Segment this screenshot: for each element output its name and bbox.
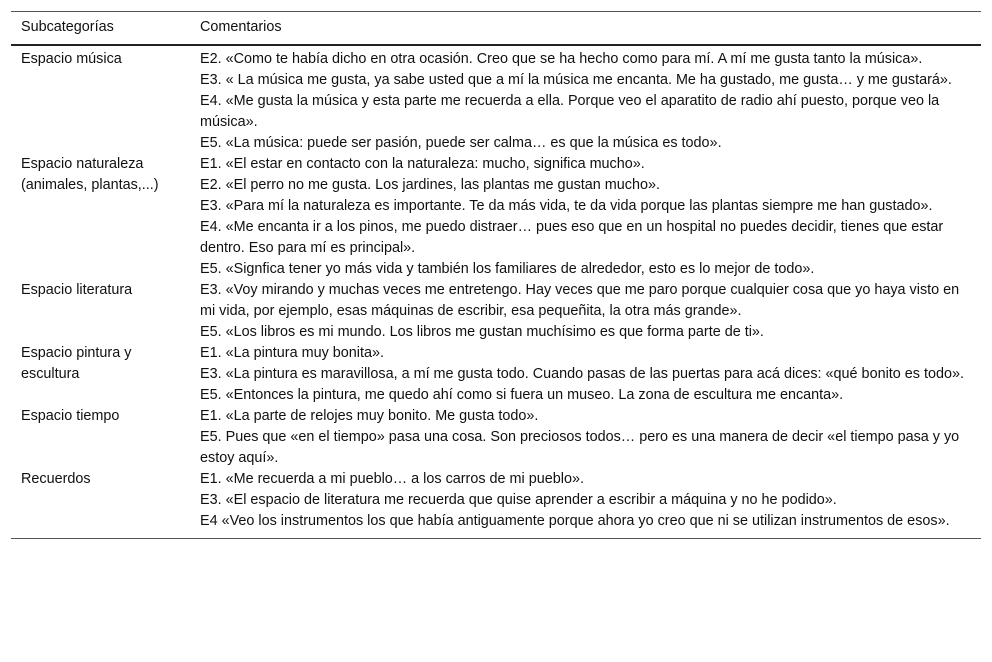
comments-cell — [190, 469, 981, 539]
header-row — [11, 12, 981, 46]
header-comentarios: Comentarios — [190, 12, 981, 46]
table-container — [11, 11, 981, 539]
comments-cell — [190, 154, 981, 280]
comment-line: E1. «El estar en contacto con la naturaleza: mucho, significa mucho». — [200, 156, 645, 172]
subcategory-cell: Espacio literatura — [21, 282, 133, 298]
comments-cell — [190, 45, 981, 154]
subcategory-cell: Recuerdos — [11, 469, 190, 539]
comment-line: E5. «Entonces la pintura, me quedo ahí como si fuera un museo. La zona de escultura me encanta». — [200, 387, 844, 403]
comment-line: E3. «La pintura es maravillosa, a mí me gusta todo. Cuando pasas de las puertas para acá dices: «qué bonito es todo». — [200, 366, 964, 382]
table-row — [11, 469, 981, 539]
comments-cell — [190, 343, 981, 406]
comment-line: E4. «Me encanta ir a los pinos, me puedo distraer… pues eso que en un hospital no puedes decidir, tienes que estar dentro. Eso para mí es principal». — [200, 219, 944, 256]
subcategory-cell: Espacio música — [21, 51, 122, 67]
subcategory-cell: Espacio pintura y escultura — [21, 345, 132, 382]
header-subcategorias: Subcategorías — [11, 12, 190, 46]
comment-line: E5. «La música: puede ser pasión, puede ser calma… es que la música es todo». — [200, 135, 722, 151]
subcategory-cell: Espacio tiempo — [21, 408, 120, 424]
comment-line: E2. «El perro no me gusta. Los jardines, las plantas me gustan mucho». — [200, 177, 660, 193]
comment-line: E5. «Los libros es mi mundo. Los libros me gustan muchísimo es que forma parte de ti». — [200, 324, 764, 340]
comments-cell — [190, 280, 981, 343]
comment-line: E3. « La música me gusta, ya sabe usted que a mí la música me encanta. Me ha gustado, me gusta… y me gustará». — [200, 72, 952, 88]
comment-line: E4. «Me gusta la música y esta parte me recuerda a ella. Porque veo el aparatito de radio ahí puesto, porque veo la música». — [200, 93, 940, 130]
comment-line: E5. Pues que «en el tiempo» pasa una cosa. Son preciosos todos… pero es una manera de decir «el tiempo pasa y yo estoy aquí». — [200, 429, 960, 466]
comment-line: E2. «Como te había dicho en otra ocasión. Creo que se ha hecho como para mí. A mí me gusta tanto la música». — [200, 51, 923, 67]
table-row — [11, 45, 981, 154]
comments-table — [11, 11, 981, 539]
comment-line: E1. «Me recuerda a mi pueblo… a los carros de mi pueblo». — [200, 471, 584, 487]
comment-line: E3. «Voy mirando y muchas veces me entretengo. Hay veces que me paro porque cualquier cosa que yo haya visto en mi vida, por ejemplo, esas máquinas de escribir, esa pequeñita, la otra más grande». — [200, 282, 960, 319]
table-row — [11, 280, 981, 343]
table-row — [11, 154, 981, 280]
comment-line: E3. «El espacio de literatura me recuerda que quise aprender a escribir a máquina y no he podido». — [200, 492, 837, 508]
table-row — [11, 406, 981, 469]
comment-line: E1. «La pintura muy bonita». — [200, 345, 385, 361]
comment-line: E4 «Veo los instrumentos los que había antiguamente porque ahora yo creo que ni se utilizan instrumentos de esos». — [200, 513, 950, 529]
comment-line: E3. «Para mí la naturaleza es importante. Te da más vida, te da vida porque las plantas siempre me han gustado». — [200, 198, 933, 214]
comments-cell — [190, 406, 981, 469]
table-row — [11, 343, 981, 406]
subcategory-cell: Espacio naturaleza (animales, plantas,...) — [21, 156, 159, 193]
comment-line: E5. «Signfica tener yo más vida y también los familiares de alrededor, esto es lo mejor de todo». — [200, 261, 815, 277]
comment-line: E1. «La parte de relojes muy bonito. Me gusta todo». — [200, 408, 539, 424]
